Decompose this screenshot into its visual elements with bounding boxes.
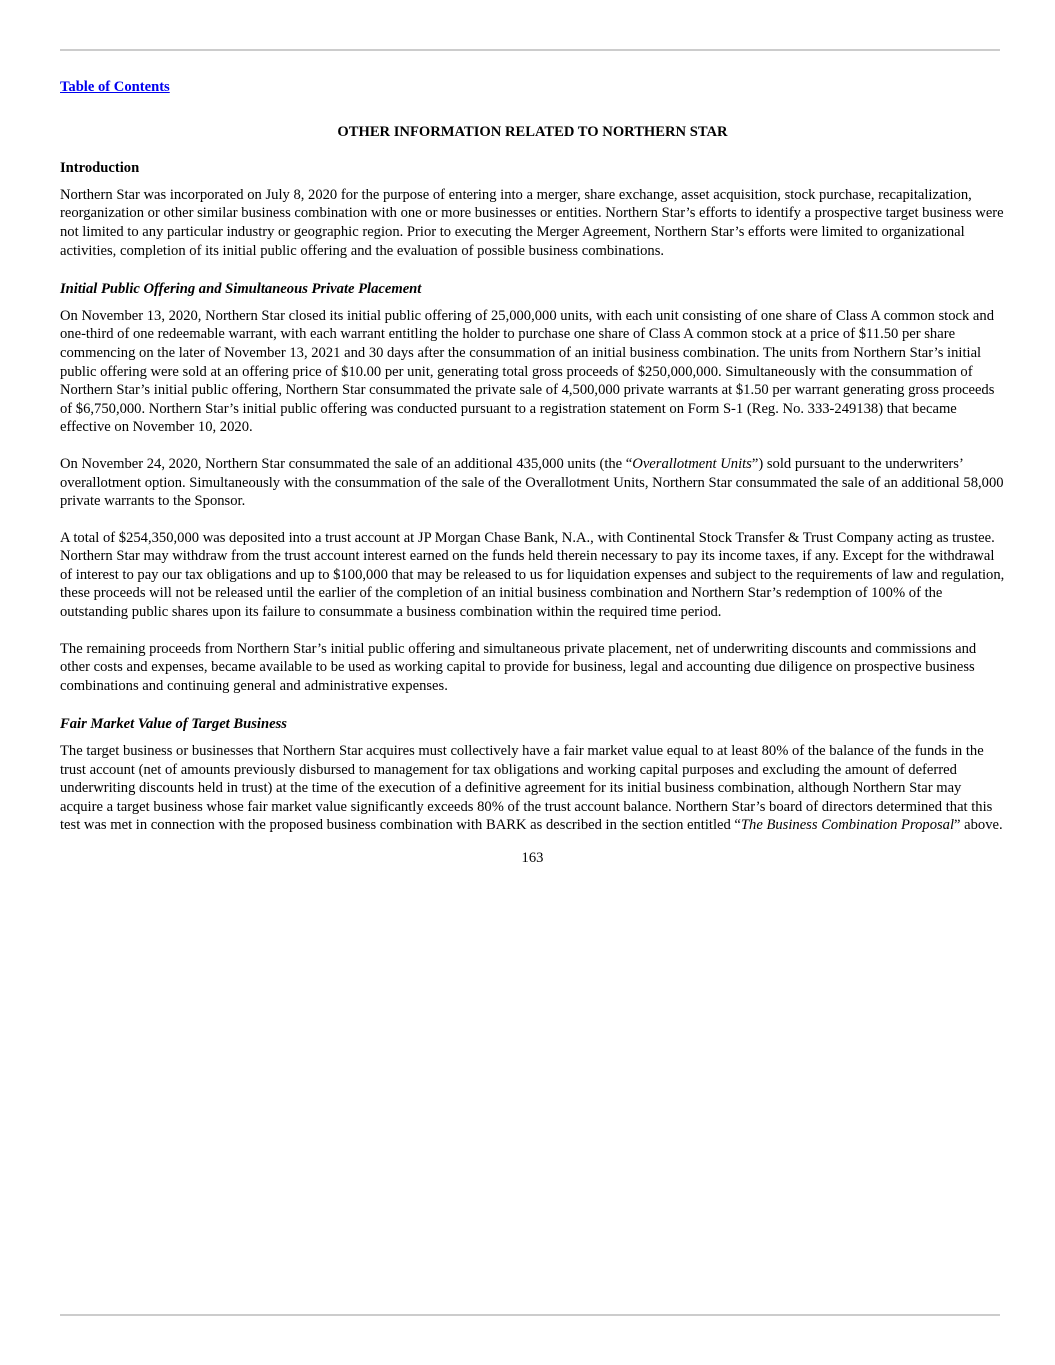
document-page [60, 78, 1005, 868]
paragraph: The remaining proceeds from Northern Star’s initial public offering and simultaneous private placement, net of underwriting discounts and commissions and other costs and expenses, became available to be used as working capital to provide for business, legal and accounting due diligence on prospective business combinations and continuing general and administrative expenses. [60, 640, 977, 694]
paragraph: On November 13, 2020, Northern Star closed its initial public offering of 25,000,000 units, with each unit consisting of one share of Class A common stock and one-third of one redeemable warrant, with each warrant entitling the holder to purchase one share of Class A common stock at a price of $11.50 per share commencing on the later of November 13, 2021 and 30 days after the consummation of an initial business combination. The units from Northern Star’s initial public offering were sold at an offering price of $10.00 per unit, generating total gross proceeds of $250,000,000. Simultaneously with the consummation of Northern Star’s initial public offering, Northern Star consummated the private sale of 4,500,000 private warrants at $1.50 per warrant generating gross proceeds of $6,750,000. Northern Star’s initial public offering was conducted pursuant to a registration statement on Form S-1 (Reg. No. 333-249138) that became effective on November 10, 2020. [60, 307, 995, 436]
section-heading-introduction: Introduction [60, 160, 140, 177]
page-title: OTHER INFORMATION RELATED TO NORTHERN STAR [337, 123, 728, 140]
defined-term: Overallotment Units [632, 455, 752, 472]
text: ” above. [954, 817, 1003, 834]
paragraph: A total of $254,350,000 was deposited into a trust account at JP Morgan Chase Bank, N.A., with Continental Stock Transfer & Trust Company acting as trustee. Northern Star may withdraw from the trust account interest earned on the funds held therein necessary to pay its income taxes, if any. Except for the withdrawal of interest to pay our tax obligations and up to $100,000 that may be released to us for liquidation expenses and subject to the requirements of law and regulation, these proceeds will not be released until the earlier of the completion of an initial business combination and Northern Star’s redemption of 100% of the outstanding public shares upon its failure to consummate a business combination within the required time period. [60, 529, 1005, 621]
paragraph [60, 742, 1005, 835]
text: The target business or businesses that Northern Star acquires must collectively have a fair market value equal to at least 80% of the balance of the funds in the trust account (net of amounts previously disbursed to management for tax obligations and working capital purposes and excluding the amount of deferred underwriting discounts held in trust) at the time of the execution of a definitive agreement for its initial business combination, although Northern Star may acquire a target business whose fair market value significantly exceeds 80% of the trust account balance. Northern Star’s board of directors determined that this test was met in connection with the proposed business combination with BARK as described in the section entitled “ [60, 743, 993, 834]
table-of-contents-link[interactable]: Table of Contents [60, 79, 170, 95]
bottom-divider [60, 1314, 1000, 1316]
paragraph [60, 455, 1005, 511]
text: ”) sold pursuant to the underwriters’ overallotment option. Simultaneously with the consummation of the sale of the Overallotment Units, Northern Star consummated the sale of an additional 58,000 private warrants to the Sponsor. [60, 455, 1004, 510]
paragraph: Northern Star was incorporated on July 8, 2020 for the purpose of entering into a merger, share exchange, asset acquisition, stock purchase, recapitalization, reorganization or other similar business combination with one or more businesses or entities. Northern Star’s efforts to identify a prospective target business were not limited to any particular industry or geographic region. Prior to executing the Merger Agreement, Northern Star’s efforts were limited to organizational activities, completion of its initial public offering and the evaluation of possible business combinations. [60, 186, 1004, 259]
top-divider [60, 49, 1000, 51]
page-number: 163 [521, 850, 544, 866]
section-reference: The Business Combination Proposal [740, 817, 955, 834]
section-heading-fair-market-value: Fair Market Value of Target Business [60, 716, 287, 733]
section-heading-ipo: Initial Public Offering and Simultaneous Private Placement [60, 281, 422, 298]
text: On November 24, 2020, Northern Star consummated the sale of an additional 435,000 units (the “ [60, 455, 633, 472]
